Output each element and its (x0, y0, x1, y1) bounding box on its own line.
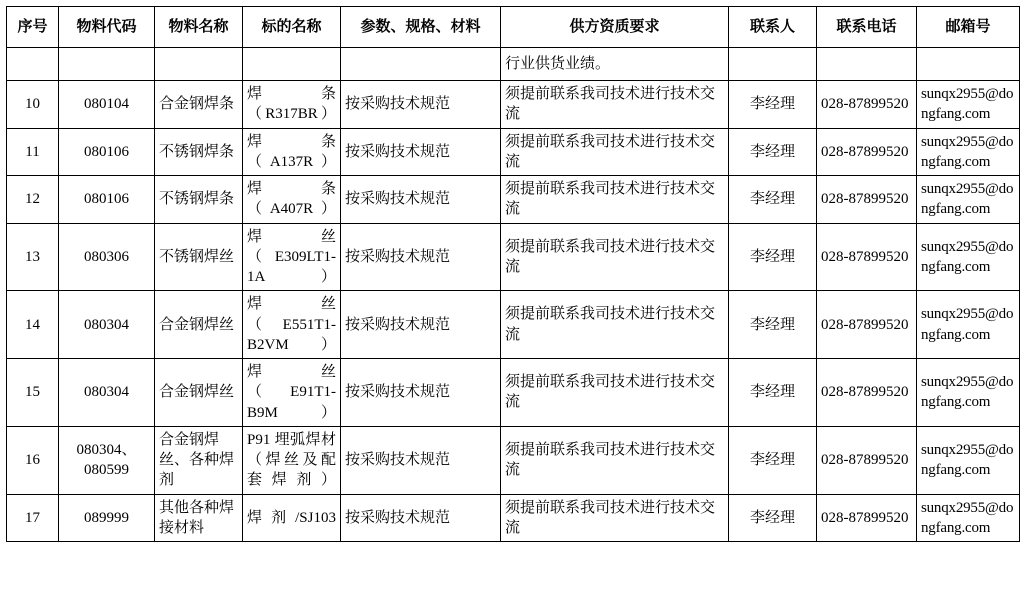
cell-contact: 李经理 (729, 128, 817, 176)
cell-material-code: 080304 (59, 359, 155, 427)
cell-material-code: 080106 (59, 128, 155, 176)
cell-email: sunqx2955@dongfang.com (917, 359, 1020, 427)
cell-material-code: 080304 (59, 291, 155, 359)
cell-seq: 14 (7, 291, 59, 359)
column-header-target-name: 标的名称 (243, 7, 341, 48)
cell-phone: 028-87899520 (817, 494, 917, 542)
cell-empty-continued (155, 48, 243, 81)
cell-email: sunqx2955@dongfang.com (917, 81, 1020, 129)
cell-seq: 16 (7, 426, 59, 494)
cell-material-code: 080306 (59, 223, 155, 291)
cell-phone: 028-87899520 (817, 128, 917, 176)
cell-target-name: 焊条（A407R） (243, 176, 341, 224)
cell-seq: 12 (7, 176, 59, 224)
cell-material-name: 不锈钢焊丝 (155, 223, 243, 291)
cell-contact: 李经理 (729, 223, 817, 291)
cell-qualification: 须提前联系我司技术进行技术交流 (501, 426, 729, 494)
cell-material-code: 089999 (59, 494, 155, 542)
column-header-email: 邮箱号 (917, 7, 1020, 48)
cell-qualification: 须提前联系我司技术进行技术交流 (501, 291, 729, 359)
cell-email: sunqx2955@dongfang.com (917, 426, 1020, 494)
column-header-spec: 参数、规格、材料 (341, 7, 501, 48)
cell-spec: 按采购技术规范 (341, 176, 501, 224)
cell-empty-continued (341, 48, 501, 81)
cell-email: sunqx2955@dongfang.com (917, 223, 1020, 291)
cell-qualification-continued: 行业供货业绩。 (501, 48, 729, 81)
cell-spec: 按采购技术规范 (341, 426, 501, 494)
cell-empty-continued (917, 48, 1020, 81)
table-row (7, 128, 1020, 176)
cell-contact: 李经理 (729, 359, 817, 427)
cell-material-name: 合金钢焊条 (155, 81, 243, 129)
material-requirements-table (6, 6, 1020, 542)
cell-phone: 028-87899520 (817, 291, 917, 359)
table-body (7, 48, 1020, 542)
cell-seq: 17 (7, 494, 59, 542)
cell-spec: 按采购技术规范 (341, 359, 501, 427)
cell-phone: 028-87899520 (817, 81, 917, 129)
cell-seq: 10 (7, 81, 59, 129)
column-header-phone: 联系电话 (817, 7, 917, 48)
cell-empty-continued (59, 48, 155, 81)
cell-qualification: 须提前联系我司技术进行技术交流 (501, 359, 729, 427)
cell-empty-continued (817, 48, 917, 81)
cell-material-name: 合金钢焊丝、各种焊剂 (155, 426, 243, 494)
cell-target-name: 焊条（A137R） (243, 128, 341, 176)
table-header (7, 7, 1020, 48)
cell-target-name: 焊剂/SJ103 (243, 494, 341, 542)
cell-phone: 028-87899520 (817, 426, 917, 494)
cell-qualification: 须提前联系我司技术进行技术交流 (501, 81, 729, 129)
table-row (7, 176, 1020, 224)
cell-material-name: 不锈钢焊条 (155, 176, 243, 224)
table-row (7, 81, 1020, 129)
cell-spec: 按采购技术规范 (341, 494, 501, 542)
table-row (7, 359, 1020, 427)
cell-email: sunqx2955@dongfang.com (917, 291, 1020, 359)
cell-target-name: 焊条（R317BR） (243, 81, 341, 129)
cell-contact: 李经理 (729, 426, 817, 494)
cell-material-code: 080104 (59, 81, 155, 129)
cell-phone: 028-87899520 (817, 176, 917, 224)
table-header-row (7, 7, 1020, 48)
cell-seq: 15 (7, 359, 59, 427)
cell-target-name: 焊丝（E309LT1-1A） (243, 223, 341, 291)
cell-material-name: 合金钢焊丝 (155, 291, 243, 359)
cell-contact: 李经理 (729, 494, 817, 542)
cell-seq: 13 (7, 223, 59, 291)
table-row-continued (7, 48, 1020, 81)
cell-phone: 028-87899520 (817, 223, 917, 291)
cell-qualification: 须提前联系我司技术进行技术交流 (501, 494, 729, 542)
column-header-material-name: 物料名称 (155, 7, 243, 48)
cell-empty-continued (7, 48, 59, 81)
column-header-material-code: 物料代码 (59, 7, 155, 48)
cell-contact: 李经理 (729, 176, 817, 224)
cell-material-name: 不锈钢焊条 (155, 128, 243, 176)
cell-target-name: 焊丝（E91T1-B9M） (243, 359, 341, 427)
cell-spec: 按采购技术规范 (341, 291, 501, 359)
cell-material-code: 080304、080599 (59, 426, 155, 494)
cell-spec: 按采购技术规范 (341, 223, 501, 291)
cell-material-name: 其他各种焊接材料 (155, 494, 243, 542)
cell-email: sunqx2955@dongfang.com (917, 494, 1020, 542)
cell-qualification: 须提前联系我司技术进行技术交流 (501, 176, 729, 224)
column-header-contact: 联系人 (729, 7, 817, 48)
column-header-qualification: 供方资质要求 (501, 7, 729, 48)
table-row (7, 291, 1020, 359)
table-row (7, 426, 1020, 494)
cell-spec: 按采购技术规范 (341, 128, 501, 176)
cell-empty-continued (729, 48, 817, 81)
cell-material-code: 080106 (59, 176, 155, 224)
cell-seq: 11 (7, 128, 59, 176)
table-row (7, 223, 1020, 291)
cell-email: sunqx2955@dongfang.com (917, 128, 1020, 176)
cell-target-name: P91 埋弧焊材（焊丝及配套焊剂） (243, 426, 341, 494)
cell-phone: 028-87899520 (817, 359, 917, 427)
cell-material-name: 合金钢焊丝 (155, 359, 243, 427)
cell-contact: 李经理 (729, 291, 817, 359)
cell-spec: 按采购技术规范 (341, 81, 501, 129)
table-row (7, 494, 1020, 542)
cell-empty-continued (243, 48, 341, 81)
cell-qualification: 须提前联系我司技术进行技术交流 (501, 128, 729, 176)
column-header-seq: 序号 (7, 7, 59, 48)
cell-contact: 李经理 (729, 81, 817, 129)
cell-email: sunqx2955@dongfang.com (917, 176, 1020, 224)
cell-target-name: 焊丝（E551T1-B2VM） (243, 291, 341, 359)
cell-qualification: 须提前联系我司技术进行技术交流 (501, 223, 729, 291)
